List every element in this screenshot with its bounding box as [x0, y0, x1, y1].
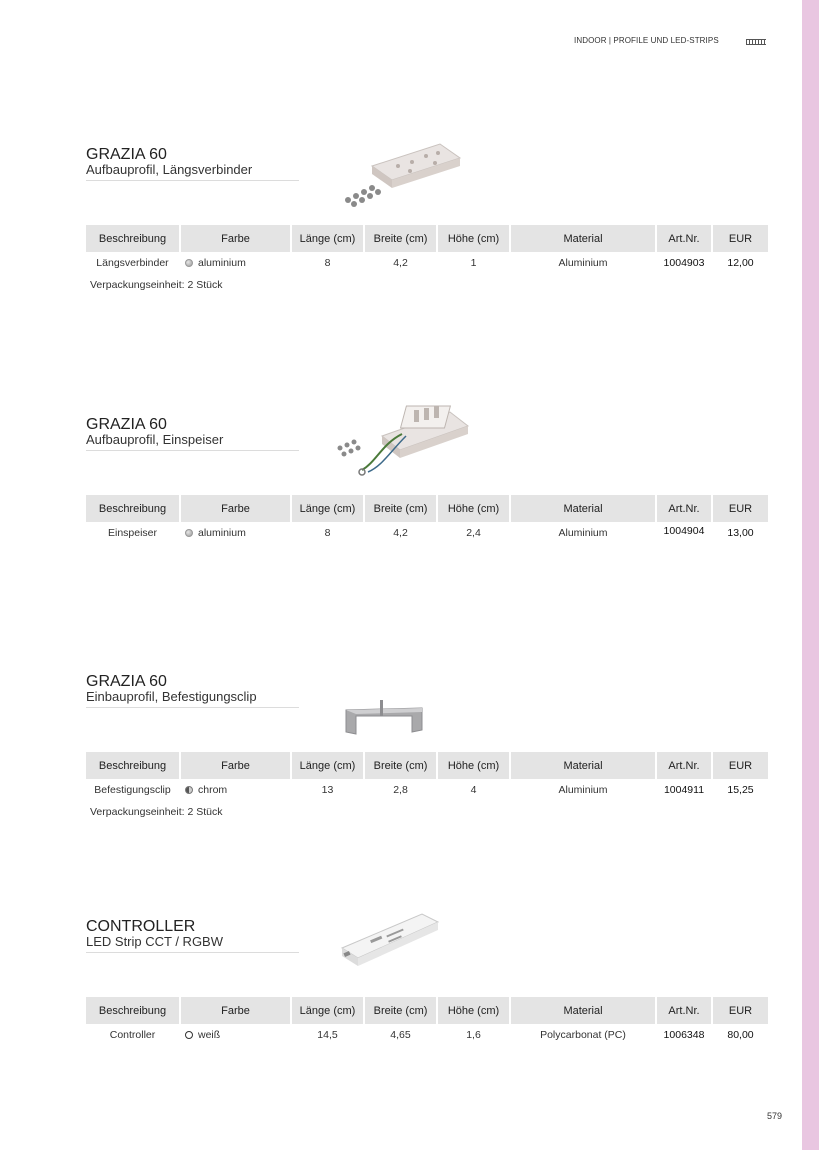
col-material: Material [511, 752, 655, 779]
cell-laenge: 14,5 [317, 1029, 338, 1041]
col-hoehe: Höhe (cm) [438, 752, 509, 779]
col-farbe: Farbe [181, 752, 290, 779]
col-laenge: Länge (cm) [292, 495, 363, 522]
laengsverbinder-product-image [340, 136, 465, 212]
cell-breite: 2,8 [393, 784, 408, 796]
col-material: Material [511, 495, 655, 522]
table-header-row [86, 752, 768, 779]
color-label: aluminium [198, 257, 246, 269]
cell-artnr: 1004911 [663, 784, 705, 796]
col-beschreibung: Beschreibung [86, 495, 179, 522]
col-farbe: Farbe [181, 997, 290, 1024]
cell-artnr: 1004904 [663, 525, 705, 537]
product-subtitle: Aufbauprofil, Längsverbinder [86, 162, 253, 177]
color-swatch-icon [185, 786, 193, 794]
product-table-laengsverbinder [86, 225, 768, 274]
cell-breite: 4,2 [393, 257, 408, 269]
cell-eur: 80,00 [727, 1029, 754, 1041]
cell-artnr: 1004903 [663, 257, 705, 269]
cell-farbe [181, 252, 290, 274]
table-row [86, 1024, 768, 1046]
product-subtitle: LED Strip CCT / RGBW [86, 934, 224, 949]
cell-hoehe: 4 [470, 784, 477, 796]
cell-eur: 13,00 [727, 527, 754, 539]
table-header-row [86, 997, 768, 1024]
title-divider [86, 180, 299, 181]
product-title: GRAZIA 60 [86, 146, 167, 163]
cell-hoehe: 1,6 [466, 1029, 481, 1041]
cell-laenge: 8 [324, 257, 331, 269]
controller-product-image [338, 908, 442, 974]
cell-eur: 15,25 [727, 784, 754, 796]
header-pattern-icon [746, 39, 766, 45]
befestigungsclip-product-image [342, 698, 426, 738]
col-laenge: Länge (cm) [292, 752, 363, 779]
cell-beschreibung: Längsverbinder [96, 257, 169, 269]
title-divider [86, 707, 299, 708]
table-row [86, 522, 768, 544]
product-title: CONTROLLER [86, 918, 196, 935]
cell-hoehe: 1 [470, 257, 477, 269]
col-eur: EUR [713, 997, 768, 1024]
einspeiser-product-image [332, 400, 472, 480]
side-color-bar [802, 0, 819, 1150]
cell-material: Aluminium [558, 257, 608, 269]
col-material: Material [511, 225, 655, 252]
col-eur: EUR [713, 752, 768, 779]
color-label: aluminium [198, 527, 246, 539]
cell-material: Aluminium [558, 784, 608, 796]
col-artnr: Art.Nr. [657, 752, 711, 779]
title-divider [86, 450, 299, 451]
product-table-einspeiser [86, 495, 768, 544]
cell-laenge: 8 [324, 527, 331, 539]
col-hoehe: Höhe (cm) [438, 225, 509, 252]
cell-farbe [181, 1024, 290, 1046]
cell-beschreibung: Controller [109, 1029, 156, 1041]
col-eur: EUR [713, 495, 768, 522]
product-title: GRAZIA 60 [86, 416, 167, 433]
table-row [86, 252, 768, 274]
col-hoehe: Höhe (cm) [438, 997, 509, 1024]
col-hoehe: Höhe (cm) [438, 495, 509, 522]
color-swatch-icon [185, 259, 193, 267]
product-subtitle: Aufbauprofil, Einspeiser [86, 432, 224, 447]
page-number: 579 [767, 1111, 783, 1121]
page-header: INDOOR | PROFILE UND LED-STRIPS [574, 36, 719, 45]
product-subtitle: Einbauprofil, Befestigungsclip [86, 689, 257, 704]
col-breite: Breite (cm) [365, 997, 436, 1024]
col-breite: Breite (cm) [365, 225, 436, 252]
col-artnr: Art.Nr. [657, 225, 711, 252]
cell-hoehe: 2,4 [466, 527, 481, 539]
col-beschreibung: Beschreibung [86, 225, 179, 252]
col-artnr: Art.Nr. [657, 997, 711, 1024]
color-swatch-icon [185, 529, 193, 537]
packaging-note: Verpackungseinheit: 2 Stück [90, 279, 223, 291]
cell-artnr: 1006348 [663, 1029, 705, 1041]
cell-farbe [181, 522, 290, 544]
col-material: Material [511, 997, 655, 1024]
product-table-befestigungsclip [86, 752, 768, 801]
cell-farbe [181, 779, 290, 801]
title-divider [86, 952, 299, 953]
product-table-controller [86, 997, 768, 1046]
cell-eur: 12,00 [727, 257, 754, 269]
cell-laenge: 13 [321, 784, 334, 796]
color-label: chrom [198, 784, 228, 796]
col-beschreibung: Beschreibung [86, 752, 179, 779]
col-artnr: Art.Nr. [657, 495, 711, 522]
col-farbe: Farbe [181, 225, 290, 252]
packaging-note: Verpackungseinheit: 2 Stück [90, 806, 223, 818]
col-eur: EUR [713, 225, 768, 252]
product-title: GRAZIA 60 [86, 673, 167, 690]
col-beschreibung: Beschreibung [86, 997, 179, 1024]
col-laenge: Länge (cm) [292, 997, 363, 1024]
color-label: weiß [198, 1029, 221, 1041]
cell-material: Polycarbonat (PC) [540, 1029, 626, 1041]
cell-breite: 4,2 [393, 527, 408, 539]
col-farbe: Farbe [181, 495, 290, 522]
col-breite: Breite (cm) [365, 752, 436, 779]
col-laenge: Länge (cm) [292, 225, 363, 252]
cell-breite: 4,65 [390, 1029, 411, 1041]
cell-material: Aluminium [558, 527, 608, 539]
cell-beschreibung: Befestigungsclip [94, 784, 171, 796]
col-breite: Breite (cm) [365, 495, 436, 522]
color-swatch-icon [185, 1031, 193, 1039]
table-header-row [86, 225, 768, 252]
cell-beschreibung: Einspeiser [107, 527, 158, 539]
table-header-row [86, 495, 768, 522]
table-row [86, 779, 768, 801]
